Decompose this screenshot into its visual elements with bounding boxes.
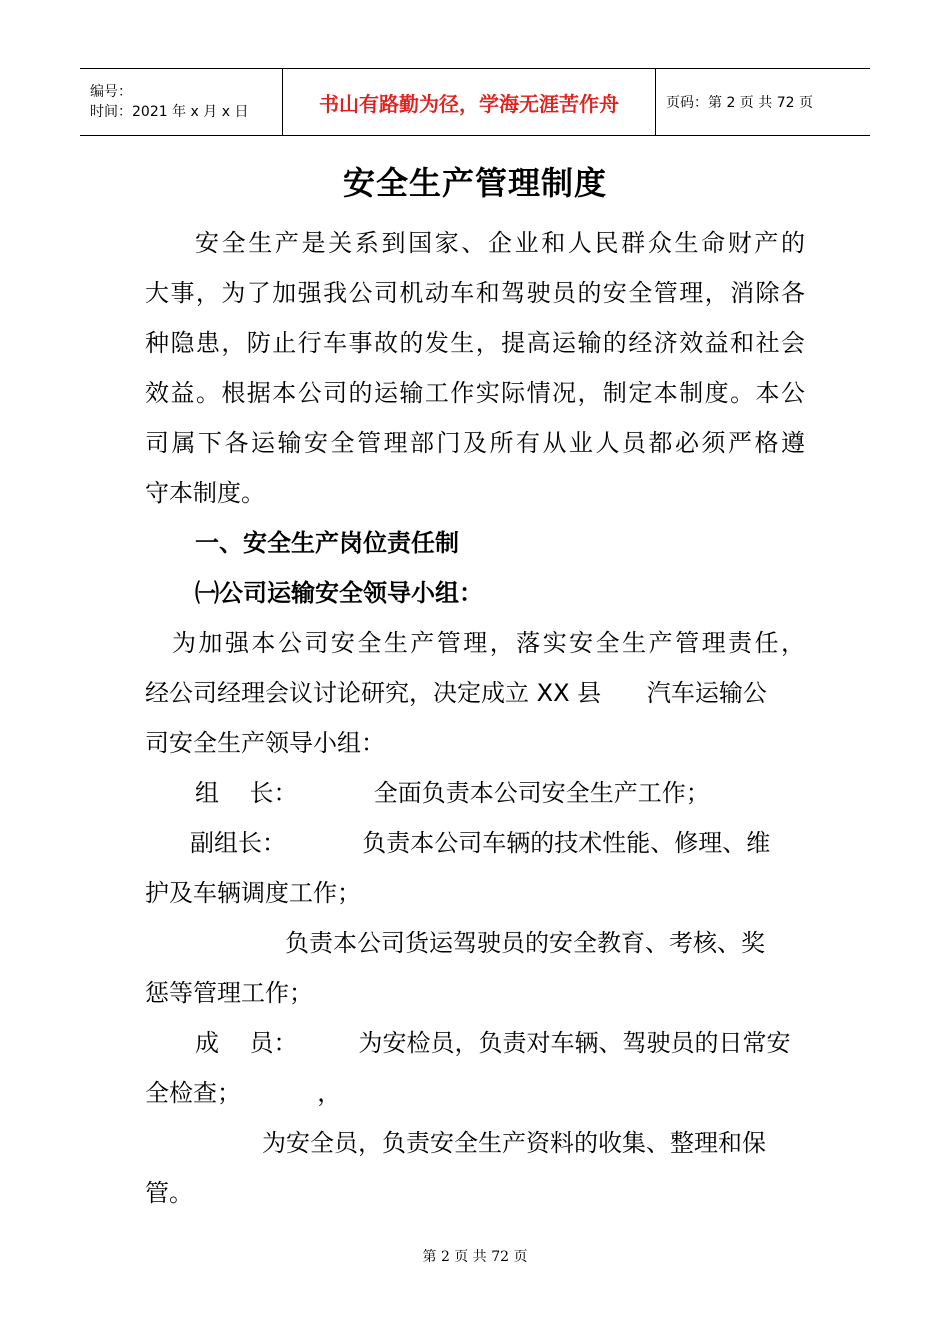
page-header [80,68,870,136]
section-heading: 一、安全生产岗位责任制 [195,529,459,557]
body-line: 惩等管理工作； [145,979,313,1007]
header-meta [80,69,282,135]
body-line: 效益。根据本公司的运输工作实际情况，制定本制度。本公 [145,379,805,407]
document-date-label: 时间：2021 年 x 月 x 日 [90,104,249,120]
header-motto-cell [282,69,656,135]
body-line: 司安全生产领导小组： [145,729,385,757]
body-line: 管。 [145,1179,193,1207]
body-line: 守本制度。 [145,479,265,507]
body-line: 经公司经理会议讨论研究，决定成立 XX 县 汽车运输公 [145,679,767,707]
role-line-deputy: 副组长： 负责本公司车辆的技术性能、修理、维 [190,829,771,857]
body-line: 大事，为了加强我公司机动车和驾驶员的安全管理，消除各 [145,279,805,307]
body-line: 种隐患，防止行车事故的发生，提高运输的经济效益和社会 [145,329,805,357]
page-footer: 第 2 页 共 72 页 [422,1249,528,1265]
body-line: 司属下各运输安全管理部门及所有从业人员都必须严格遵 [145,429,805,457]
document-title: 安全生产管理制度 [342,164,607,202]
body-line: 全检查； ， [145,1079,342,1107]
role-line-leader: 组 长： 全面负责本公司安全生产工作； [195,779,710,807]
header-page-cell [656,69,870,135]
header-page-number: 页码：第 2 页 共 72 页 [666,95,813,111]
body-line: 为安全员，负责安全生产资料的收集、整理和保 [262,1129,766,1157]
body-line: 护及车辆调度工作； [145,879,361,907]
body-line: 安全生产是关系到国家、企业和人民群众生命财产的 [195,229,805,257]
body-line: 负责本公司货运驾驶员的安全教育、考核、奖 [285,929,765,957]
header-motto: 书山有路勤为径，学海无涯苦作舟 [319,91,619,116]
body-line: 为加强本公司安全生产管理，落实安全生产管理责任， [172,629,805,657]
subsection-heading: ㈠公司运输安全领导小组： [195,579,483,607]
role-line-member: 成 员： 为安检员，负责对车辆、驾驶员的日常安 [195,1029,791,1057]
document-number-label: 编号： [90,84,132,100]
